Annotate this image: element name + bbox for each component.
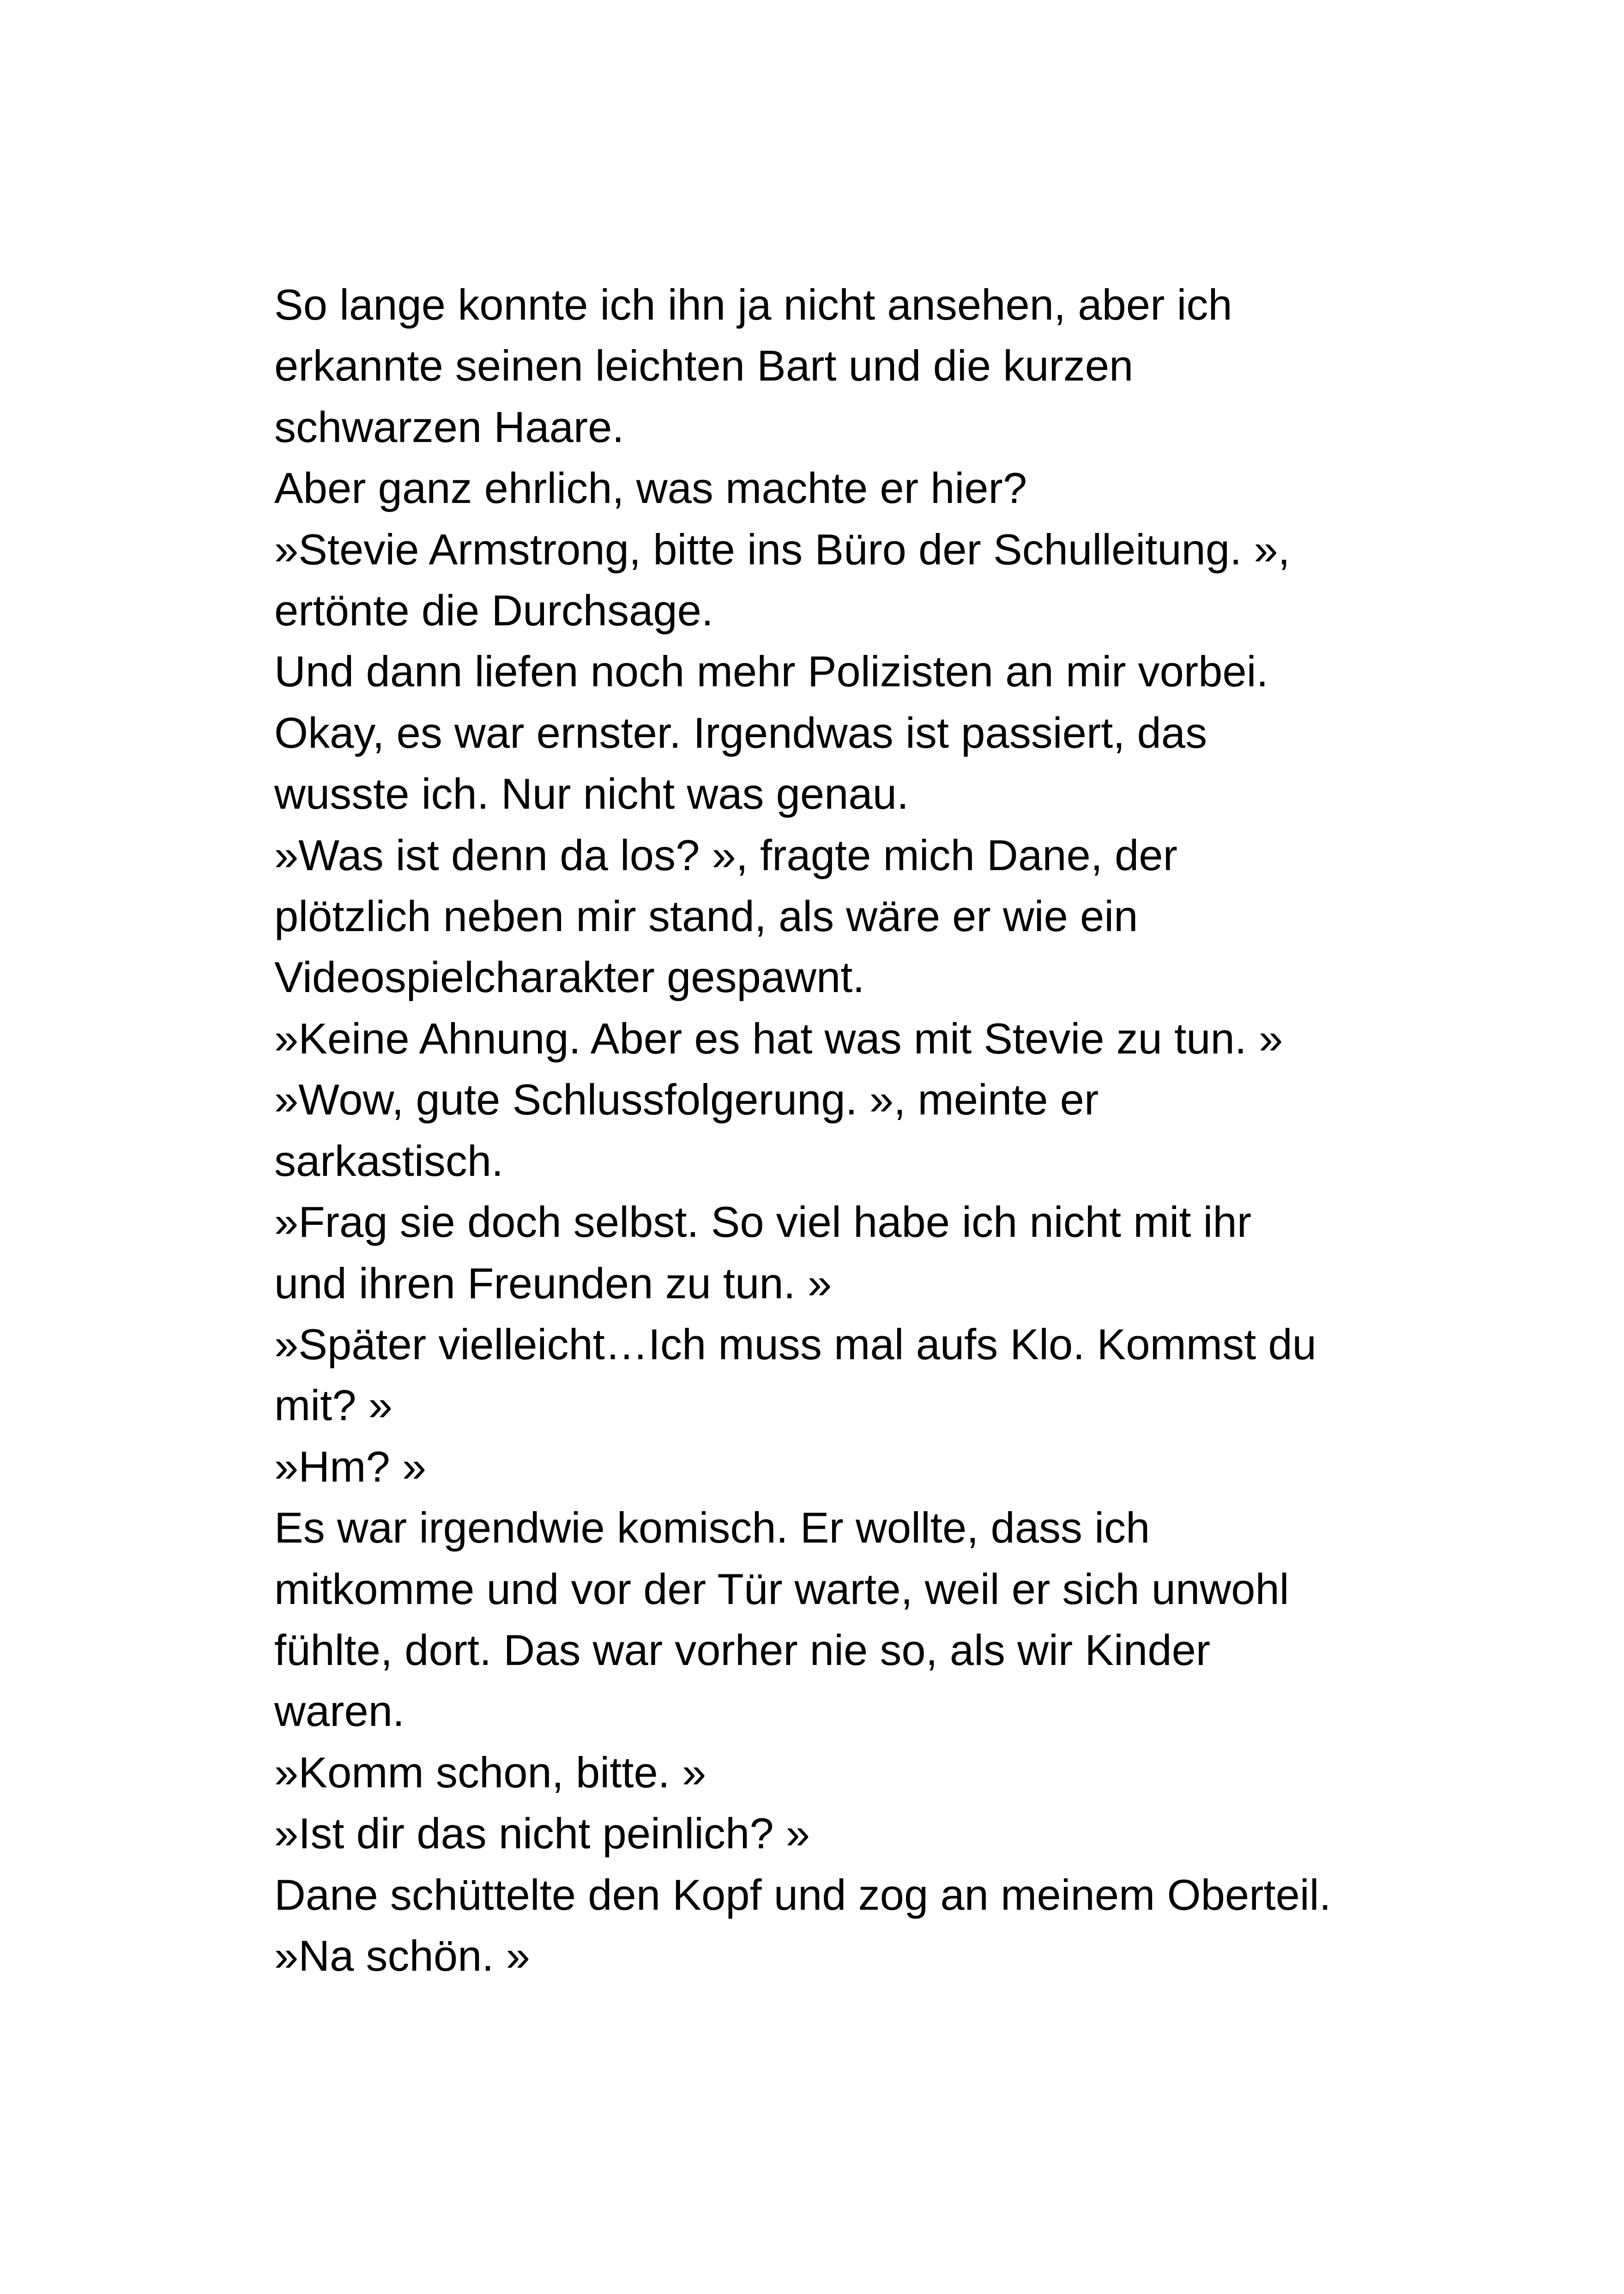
text-line: wusste ich. Nur nicht was genau. [274,769,909,818]
text-line: Videospielcharakter gespawnt. [274,953,865,1002]
text-line: und ihren Freunden zu tun. » [274,1259,832,1307]
text-line: plötzlich neben mir stand, als wäre er wie ein [274,892,1138,941]
text-line: erkannte seinen leichten Bart und die kurzen [274,341,1134,390]
text-line: »Stevie Armstrong, bitte ins Büro der Schulleitung. », [274,525,1290,574]
body-text [274,274,1456,1986]
text-line: »Frag sie doch selbst. So viel habe ich nicht mit ihr [274,1198,1252,1247]
text-line: fühlte, dort. Das war vorher nie so, als wir Kinder [274,1625,1211,1674]
text-line: »Na schön. » [274,1931,530,1980]
text-line: sarkastisch. [274,1136,504,1185]
text-line: »Wow, gute Schlussfolgerung. », meinte er [274,1075,1099,1124]
text-line: »Hm? » [274,1442,427,1491]
text-line: mitkomme und vor der Tür warte, weil er sich unwohl [274,1564,1289,1613]
text-line: Okay, es war ernster. Irgendwas ist passiert, das [274,708,1207,757]
text-line: waren. [274,1687,405,1736]
text-line: schwarzen Haare. [274,402,624,451]
text-line: So lange konnte ich ihn ja nicht ansehen, aber ich [274,280,1232,329]
text-line: mit? » [274,1381,392,1430]
text-line: Und dann liefen noch mehr Polizisten an mir vorbei. [274,647,1268,696]
text-line: ertönte die Durchsage. [274,586,714,635]
text-line: »Was ist denn da los? », fragte mich Dane, der [274,830,1177,879]
text-line: Aber ganz ehrlich, was machte er hier? [274,464,1027,513]
text-line: Es war irgendwie komisch. Er wollte, dass ich [274,1503,1150,1552]
text-line: »Später vielleicht…Ich muss mal aufs Klo. Kommst du [274,1320,1316,1368]
text-line: Dane schüttelte den Kopf und zog an meinem Oberteil. [274,1870,1331,1919]
text-line: »Komm schon, bitte. » [274,1748,706,1797]
text-line: »Ist dir das nicht peinlich? » [274,1809,810,1858]
text-line: »Keine Ahnung. Aber es hat was mit Stevie zu tun. » [274,1014,1283,1063]
